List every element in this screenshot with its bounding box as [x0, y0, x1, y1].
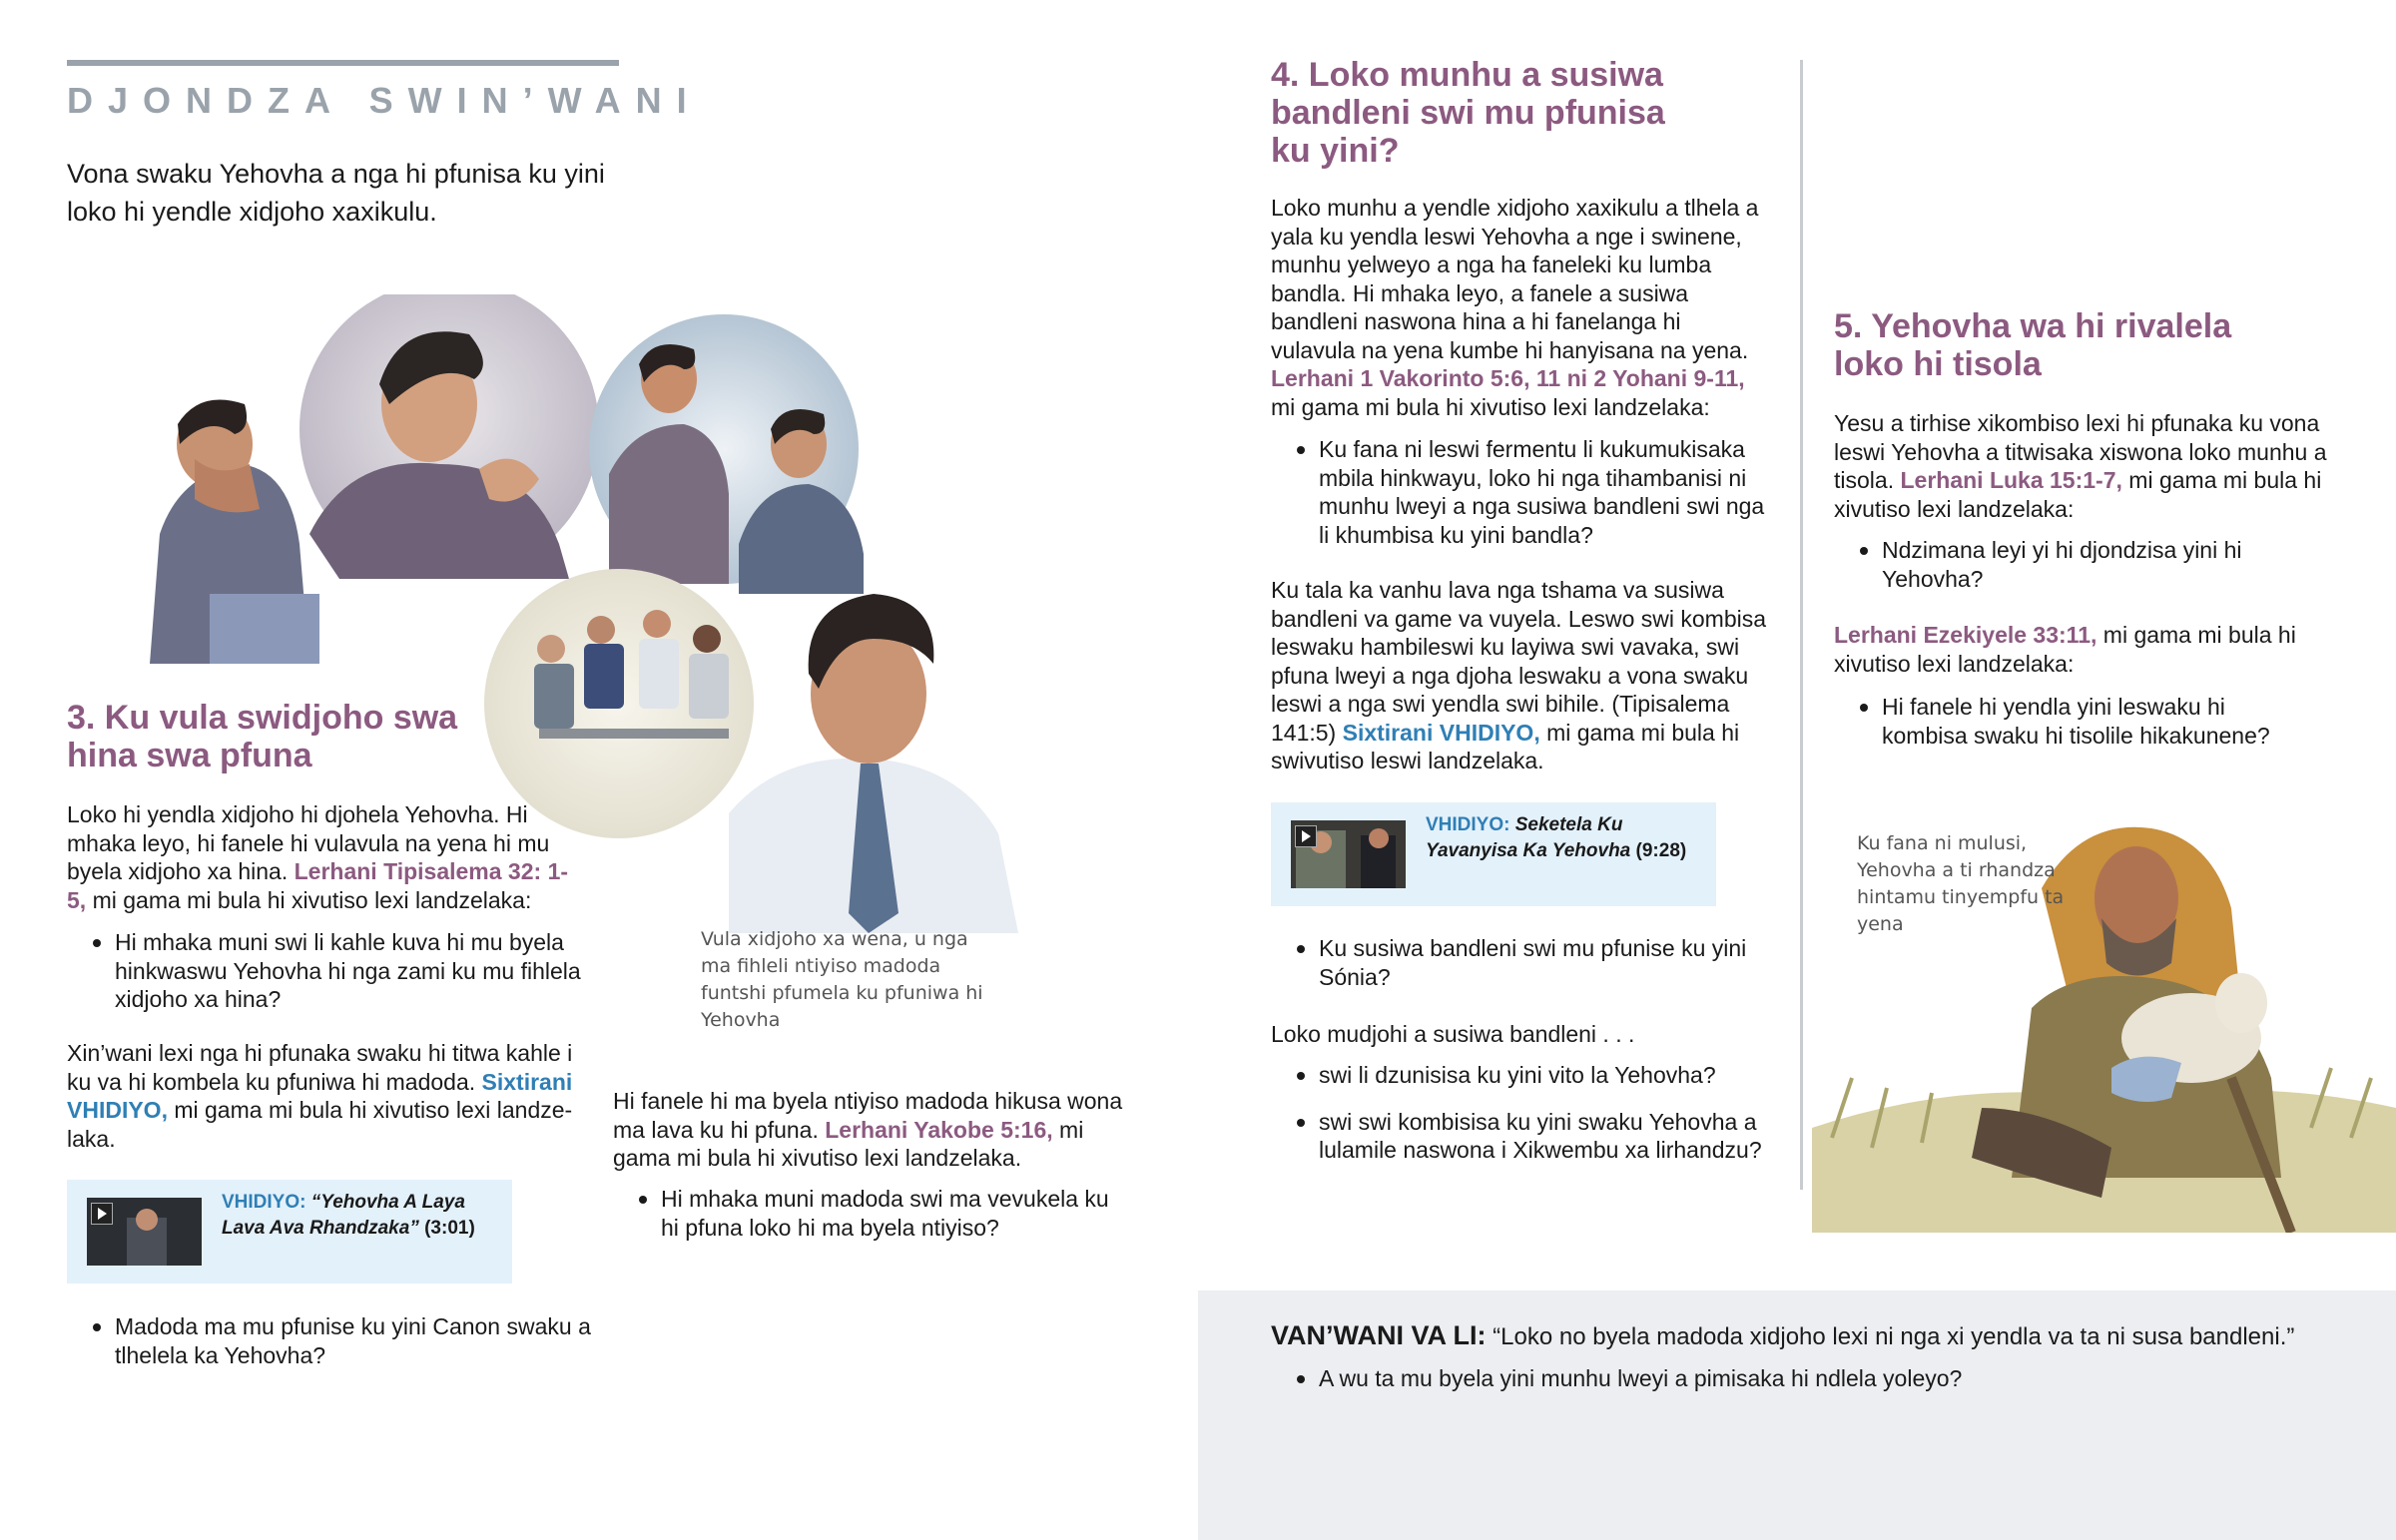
section-3-question-list-2 [67, 1312, 591, 1369]
video-duration: (9:28) [1635, 840, 1687, 861]
video-thumbnail[interactable] [87, 1198, 202, 1266]
section-3-heading: 3. Ku vula swidjoho swa hina swa pfuna [67, 699, 458, 774]
illustration-caption: Vula xidjoho xa wena, u nga ma fihleli ntiyiso madoda funtshi pfumela ku pfuniwa hi Yehovha [701, 928, 983, 1031]
section-4-paragraph-2 [1271, 576, 1767, 775]
watch-video-link[interactable]: Sixtirani VHIDIYO, [67, 1068, 573, 1123]
list-item: swi li dzunisisa ku yini vito la Yehovha? [1271, 1061, 1770, 1090]
section-3-p3-text: Hi fanele hi ma byela ntiyiso madoda hikusa wona ma lava ku hi pfuna. [613, 1088, 1123, 1143]
scripture-reference-link[interactable]: Lerhani Luka 15:1-7, [1900, 467, 2122, 493]
section-4-paragraph-1 [1271, 194, 1767, 421]
section-4-heading: 4. Loko munhu a susiwa bandleni swi mu pfunisa ku yini? [1271, 56, 1665, 170]
video-title: Seketela Ku Yavanyisa Ka Yehovha [1426, 814, 1631, 861]
section-3-paragraph-3 [613, 1087, 1132, 1173]
list-item: Hi mhaka muni madoda swi ma vevukela ku hi pfuna loko hi ma byela ntiyiso? [613, 1185, 1132, 1242]
section-4-question-list-3 [1271, 1061, 1770, 1165]
section-5-question-list-1 [1834, 536, 2273, 593]
play-icon[interactable] [91, 1203, 113, 1225]
list-item: Ku susiwa bandleni swi mu pfunise ku yini Sónia? [1271, 934, 1770, 991]
section-4-p2-text: Ku tala ka vanhu lava nga tshama va susiwa bandleni va game va vuyela. Leswo swi kombisa leswaku hambileswi ku layiwa swi vavaka, swi pfuna lweyi a nga djoha leswaku a vona swaku leswi a nga swi yendla swi bihile. (Tipisalema 141:5) [1271, 577, 1767, 746]
list-item: swi swi kombisisa ku yini swaku Yehovha a lulamile naswona i Xikwembu xa lirhandzu? [1271, 1108, 1770, 1165]
video-label [222, 1190, 501, 1242]
section-4-p2-tail: mi gama mi bula hi swivutiso leswi landzelaka. [1271, 719, 1740, 773]
section-5-p1-text: Yesu a tirhise xikombiso lexi hi pfunaka ku vona leswi Yehovha a titwisaka xiswona loko munhu a tisola. [1834, 410, 2327, 493]
video-title: “Yehovha A Laya Lava Ava Rhandzaka” [222, 1192, 465, 1239]
section-4-p1-text: Loko munhu a yendle xidjoho xaxikulu a tlhela a yala ku yendla leswi Yehovha a nge i swinene, munhu yelweyo a nga ha faneleki ku lumba bandla. Hi mhaka leyo, a fanele a susiwa bandleni naswona hina a hi fanelanga hi vulavula na yena kumbe hi hanyisana na yena. [1271, 195, 1759, 363]
smiling-young-man-figure [729, 594, 1018, 933]
footer-statement [1271, 1319, 2369, 1353]
list-item: Hi mhaka muni swi li kahle kuva hi mu byela hinkwaswu Yehovha hi nga zami ku mu fihlela xidjoho xa hina? [67, 928, 591, 1014]
video-label [1426, 812, 1705, 864]
list-item: Ku fana ni leswi fermentu li kukumukisaka mbila hinkwayu, loko hi nga tihambanisi ni munhu lweyi a nga susiwa bandleni swi nga li khumbisa ku yini bandla? [1271, 435, 1770, 549]
list-item: Hi fanele hi yendla yini leswaku hi kombisa swaku hi tisolile hikakunene? [1834, 693, 2303, 750]
section-3-p1-text: Loko hi yendla xidjoho hi djohela Yehovha. Hi mhaka leyo, hi fanele hi vulavula na yena hi mu byela xidjoho xa hina. [67, 801, 550, 884]
section-5-paragraph-1 [1834, 409, 2333, 523]
section-4-p1-tail: mi gama mi bula hi xivutiso lexi landzelaka: [1271, 393, 1710, 420]
scripture-reference-link[interactable]: Lerhani Tipisalema 32: 1-5, [67, 858, 569, 913]
scripture-reference-link[interactable]: Lerhani Ezekiyele 33:11, [1834, 622, 2097, 648]
video-thumbnail[interactable] [1291, 820, 1406, 888]
section-5-p1-tail: mi gama mi bula hi xivutiso lexi landzelaka: [1834, 467, 2322, 522]
section-5-question-list-2 [1834, 693, 2303, 750]
video-card-canon[interactable] [67, 1180, 512, 1283]
section-5-paragraph-2 [1834, 621, 2303, 678]
video-kicker: VHIDIYO: [1426, 814, 1510, 835]
section-4-question-list-1 [1271, 435, 1770, 549]
watch-video-link[interactable]: Sixtirani VHIDIYO, [1342, 719, 1540, 746]
section-5-p2-tail: mi gama mi bula hi xivutiso lexi landzelaka: [1834, 622, 2296, 677]
play-icon[interactable] [1295, 825, 1317, 847]
list-item: Madoda ma mu pfunise ku yini Canon swaku a tlhelela ka Yehovha? [67, 1312, 591, 1369]
column-divider [1800, 60, 1803, 1190]
scripture-reference-link[interactable]: Lerhani 1 Vakorinto 5:6, 11 ni 2 Yohani 9-11, [1271, 365, 1745, 391]
section-3-paragraph-2 [67, 1039, 586, 1153]
video-duration: (3:01) [424, 1218, 475, 1239]
section-3-question-list-1 [67, 928, 591, 1014]
scripture-reference-link[interactable]: Lerhani Yakobe 5:16, [825, 1116, 1053, 1143]
video-card-sonia[interactable] [1271, 802, 1716, 906]
section-kicker: DJONDZA SWIN’WANI [67, 80, 702, 121]
section-4-paragraph-3: Loko mudjohi a susiwa bandleni . . . [1271, 1021, 1635, 1047]
section-3-paragraph-1 [67, 800, 581, 914]
video-kicker: VHIDIYO: [222, 1192, 306, 1213]
footer-label: VAN’WANI VA LI: [1271, 1320, 1487, 1350]
distressed-man-figure [150, 400, 319, 665]
footer-quote: “Loko no byela madoda xidjoho lexi ni nga xi yendla va ta ni susa bandleni.” [1493, 1323, 2295, 1350]
section-3-p1-tail: mi gama mi bula hi xivutiso lexi landzelaka: [86, 886, 532, 913]
section-3-p2-tail: mi gama mi bula hi xivutiso lexi landze- laka. [67, 1097, 573, 1152]
intro-text: Vona swaku Yehovha a nga hi pfunisa ku yini loko hi yendle xidjoho xaxikulu. [67, 159, 605, 227]
shepherd-caption: Ku fana ni mulusi, Yehovha a ti rhandza hintamu tinyempfu ta yena [1857, 832, 2065, 935]
footer-question-list [1271, 1364, 2269, 1393]
list-item: Ndzimana leyi yi hi djondzisa yini hi Yehovha? [1834, 536, 2273, 593]
section-3-question-list-3 [613, 1185, 1132, 1242]
section-3-p3-tail: mi gama mi bula hi xivutiso lexi landzelaka. [613, 1116, 1084, 1171]
section-4-question-list-2 [1271, 934, 1770, 991]
list-item: A wu ta mu byela yini munhu lweyi a pimisaka hi ndlela yoleyo? [1271, 1364, 2269, 1393]
top-rule [67, 60, 619, 66]
section-5-heading: 5. Yehovha wa hi rivalela loko hi tisola [1834, 307, 2232, 383]
section-3-p2-text: Xin’wani lexi nga hi pfunaka swaku hi titwa kahle i ku va hi kombela ku pfuniwa hi madoda. [67, 1040, 573, 1095]
